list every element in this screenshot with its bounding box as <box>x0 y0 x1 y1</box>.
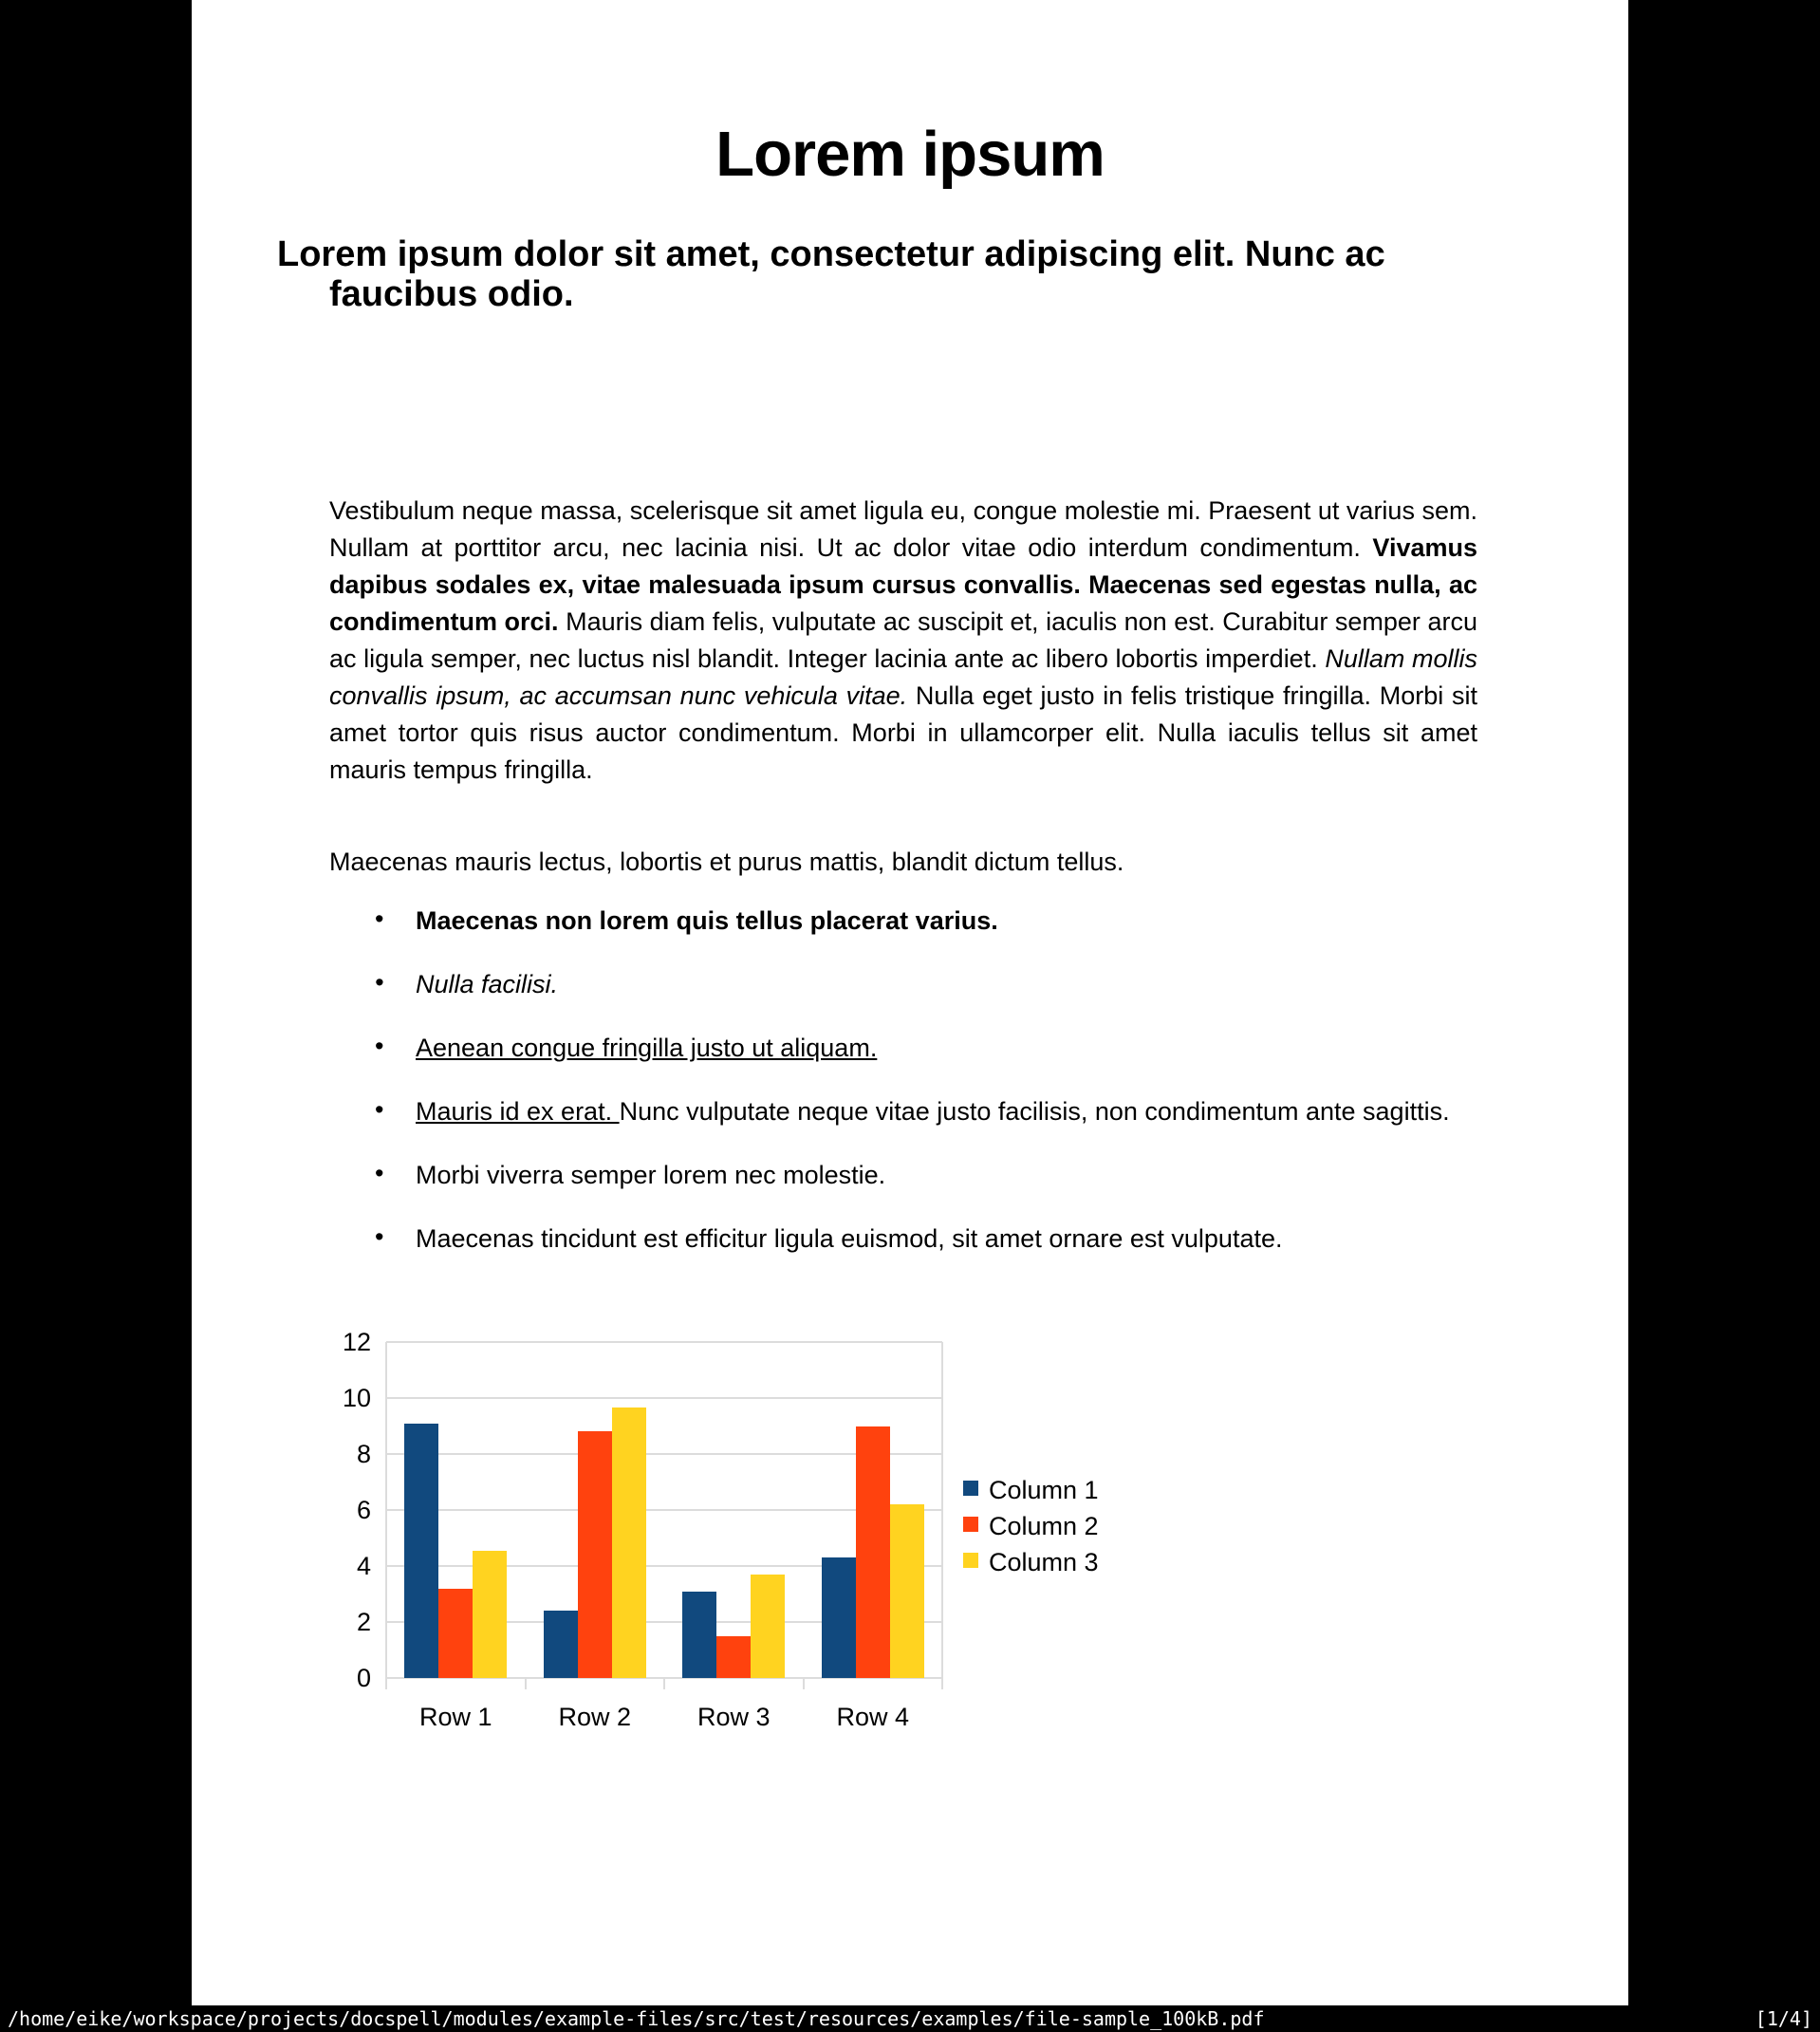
body-paragraph-1 <box>329 493 1477 789</box>
text-segment: Maecenas non lorem quis tellus placerat varius. <box>416 906 998 935</box>
list-item <box>375 1093 1477 1130</box>
chart-gridline <box>386 1341 942 1343</box>
document-title: Lorem ipsum <box>715 119 1105 190</box>
legend-label: Column 3 <box>989 1548 1099 1576</box>
text-segment: Aenean congue fringilla justo ut aliquam. <box>416 1034 878 1062</box>
list-item <box>375 1030 1477 1067</box>
bullet-marker-icon: • <box>375 1222 384 1251</box>
chart-bar <box>578 1431 612 1678</box>
legend-label: Column 2 <box>989 1512 1099 1540</box>
category-label: Row 2 <box>558 1703 632 1731</box>
text-segment: Mauris id ex erat. <box>416 1097 620 1126</box>
category-label: Row 3 <box>696 1703 771 1731</box>
pdf-page <box>192 0 1628 2005</box>
x-axis-tick <box>941 1678 943 1689</box>
chart-bar <box>438 1589 473 1678</box>
legend-swatch <box>963 1517 978 1532</box>
text-segment: Nunc vulputate neque vitae justo facilisis, non condimentum ante sagittis. <box>619 1097 1450 1126</box>
bullet-list <box>375 903 1477 1284</box>
bullet-marker-icon: • <box>375 968 384 997</box>
list-item <box>375 1157 1477 1194</box>
category-label: Row 1 <box>418 1703 492 1731</box>
chart-gridline <box>386 1509 942 1511</box>
chart-bar <box>751 1575 785 1678</box>
chart-gridline <box>386 1565 942 1567</box>
y-axis-tick-label: 10 <box>342 1384 371 1412</box>
page-indicator: [1/4] <box>1755 2007 1812 2030</box>
text-segment: Vestibulum neque massa, scelerisque sit amet ligula eu, congue molestie mi. Praesent ut varius sem. Nullam at porttitor arcu, nec lacinia nisi. Ut ac dolor vitae odio interdum condimentum. <box>329 496 1477 562</box>
y-axis-tick-label: 0 <box>356 1664 371 1692</box>
y-axis-tick-label: 6 <box>356 1496 371 1524</box>
plot-border <box>385 1342 387 1678</box>
text-segment: Vivamus dapibus sodales ex, vitae malesuada ipsum cursus convallis. Maecenas sed egestas nulla, ac condimentum orci. <box>329 533 1477 636</box>
chart-bar <box>682 1592 716 1678</box>
chart-gridline <box>386 1397 942 1399</box>
y-axis-tick-label: 2 <box>356 1608 371 1636</box>
document-heading: Lorem ipsum dolor sit amet, consectetur adipiscing elit. Nunc ac faucibus odio. <box>277 234 1385 314</box>
plot-border <box>941 1342 943 1678</box>
legend-swatch <box>963 1481 978 1496</box>
x-axis-tick <box>663 1678 665 1689</box>
y-axis-tick-label: 4 <box>356 1552 371 1580</box>
chart-bar <box>473 1551 507 1678</box>
text-segment: Nullam mollis convallis ipsum, ac accumsan nunc vehicula vitae. <box>329 644 1477 710</box>
chart-bar <box>890 1504 924 1678</box>
chart-bar <box>716 1636 751 1678</box>
chart-gridline <box>386 1453 942 1455</box>
file-path: /home/eike/workspace/projects/docspell/modules/example-files/src/test/resources/examples/file-sample_100kB.pdf <box>8 2007 1265 2030</box>
bullet-marker-icon: • <box>375 904 384 933</box>
y-axis-tick-label: 8 <box>356 1440 371 1468</box>
legend-swatch <box>963 1553 978 1568</box>
bullet-marker-icon: • <box>375 1159 384 1187</box>
bullet-marker-icon: • <box>375 1095 384 1124</box>
chart-bar <box>612 1407 646 1678</box>
x-axis-tick <box>525 1678 527 1689</box>
text-segment: Nulla facilisi. <box>416 970 559 998</box>
chart-bar <box>544 1611 578 1678</box>
category-label: Row 4 <box>836 1703 910 1731</box>
y-axis-tick-label: 12 <box>342 1328 371 1356</box>
chart-bar <box>404 1424 438 1678</box>
text-segment: Mauris diam felis, vulputate ac suscipit et, iaculis non est. Curabitur semper arcu ac ligula semper, nec luctus nisl blandit. Integer lacinia ante ac libero lobortis imperdiet. <box>329 607 1477 673</box>
text-segment: Morbi viverra semper lorem nec molestie. <box>416 1161 886 1189</box>
list-item <box>375 966 1477 1003</box>
bullet-marker-icon: • <box>375 1032 384 1060</box>
list-item <box>375 903 1477 940</box>
chart-bar <box>856 1426 890 1679</box>
chart-gridline <box>386 1677 942 1679</box>
x-axis-tick <box>385 1678 387 1689</box>
chart-gridline <box>386 1621 942 1623</box>
text-segment: Maecenas tincidunt est efficitur ligula euismod, sit amet ornare est vulputate. <box>416 1224 1283 1253</box>
legend-label: Column 1 <box>989 1476 1099 1504</box>
status-bar <box>0 2005 1820 2032</box>
chart-bar <box>822 1557 856 1678</box>
text-segment: Nulla eget justo in felis tristique fringilla. Morbi sit amet tortor quis risus auctor condimentum. Morbi in ullamcorper elit. Nulla iaculis tellus sit amet mauris tempus fringilla. <box>329 681 1478 784</box>
x-axis-tick <box>803 1678 805 1689</box>
body-paragraph-2: Maecenas mauris lectus, lobortis et purus mattis, blandit dictum tellus. <box>329 848 1124 876</box>
list-item <box>375 1221 1477 1258</box>
